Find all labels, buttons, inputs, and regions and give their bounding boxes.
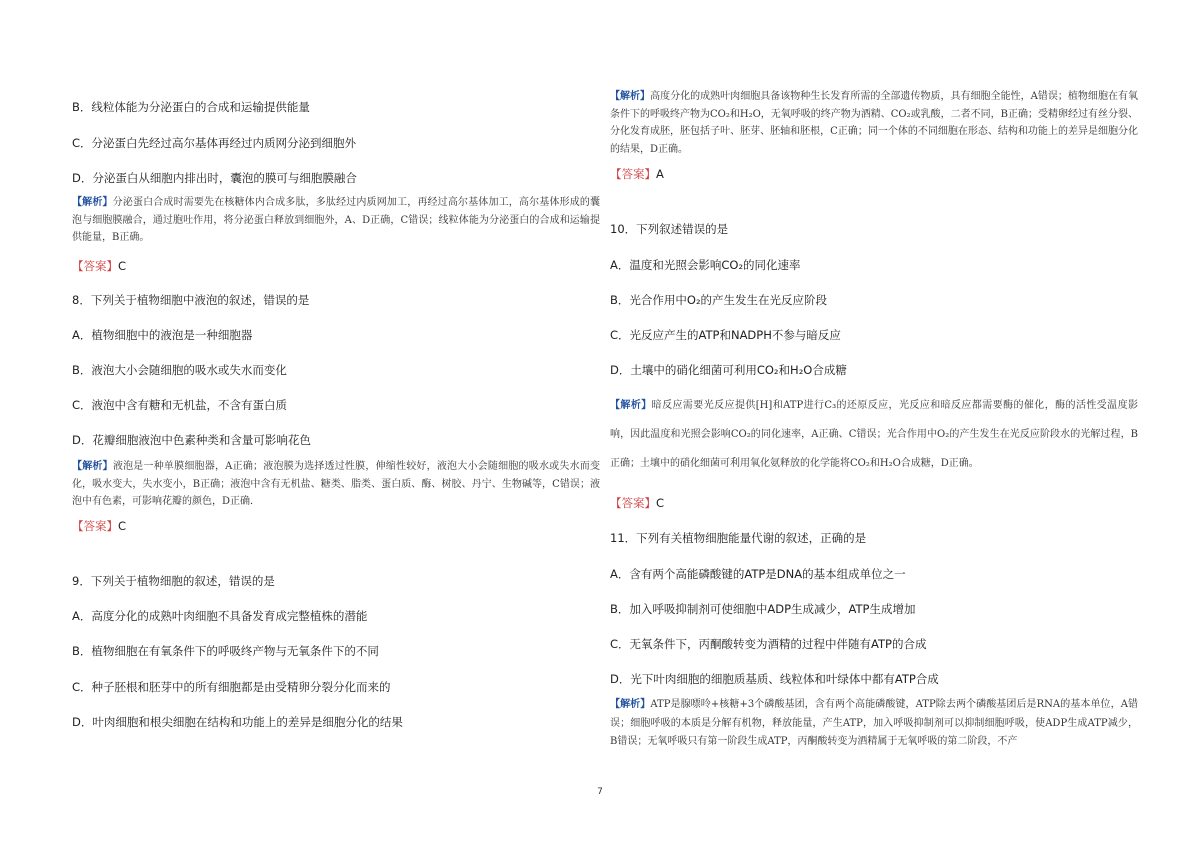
q11-option-d: D．光下叶肉细胞的细胞质基质、线粒体和叶绿体中都有ATP合成 (610, 672, 939, 686)
q9-option-d: D．叶肉细胞和根尖细胞在结构和功能上的差异是细胞分化的结果 (72, 715, 403, 729)
q9-option-a: A．高度分化的成熟叶肉细胞不具备发育成完整植株的潜能 (72, 609, 368, 623)
q6-explanation (72, 194, 600, 247)
q9-stem: 9．下列关于植物细胞的叙述，错误的是 (72, 574, 275, 588)
q11-option-a: A．含有两个高能磷酸键的ATP是DNA的基本组成单位之一 (610, 567, 906, 581)
q8-option-a: A．植物细胞中的液泡是一种细胞器 (72, 328, 253, 342)
q11-stem: 11．下列有关植物细胞能量代谢的叙述，正确的是 (610, 531, 867, 545)
q9-answer (610, 166, 664, 182)
q11-explanation (610, 696, 1138, 752)
explanation-text: 高度分化的成熟叶肉细胞具备该物种生长发育所需的全部遗传物质，具有细胞全能性，A错误；植物细胞在有氧条件下的呼吸终产物为CO₂和H₂O，无氧呼吸的终产物为酒精、CO₂或乳酸，二者不同，B正确；受精卵经过有丝分裂、分化发育成胚，胚包括子叶、胚芽、胚轴和胚根，C正确；同一个体的不同细胞在形态、结构和功能上的差异是细胞分化的结果，D正确。 (610, 91, 1138, 155)
q10-option-a: A．温度和光照会影响CO₂的同化速率 (610, 258, 801, 272)
answer-value: C (656, 496, 665, 510)
q8-answer (72, 518, 126, 534)
q6-option-c: C．分泌蛋白先经过高尔基体再经过内质网分泌到细胞外 (72, 136, 357, 150)
q11-option-b: B．加入呼吸抑制剂可使细胞中ADP生成减少，ATP生成增加 (610, 602, 916, 616)
q6-answer (72, 258, 126, 274)
explanation-tag: 【解析】 (610, 91, 651, 102)
q8-stem: 8．下列关于植物细胞中液泡的叙述，错误的是 (72, 293, 310, 307)
q9-explanation (610, 88, 1138, 158)
answer-tag: 【答案】 (610, 167, 656, 181)
q6-option-b: B．线粒体能为分泌蛋白的合成和运输提供能量 (72, 100, 310, 114)
q8-explanation (72, 458, 600, 511)
q9-option-b: B．植物细胞在有氧条件下的呼吸终产物与无氧条件下的不同 (72, 644, 379, 658)
answer-value: A (656, 167, 664, 181)
q10-option-c: C．光反应产生的ATP和NADPH不参与暗反应 (610, 328, 841, 342)
q10-explanation (610, 391, 1138, 478)
q6-option-d: D．分泌蛋白从细胞内排出时，囊泡的膜可与细胞膜融合 (72, 171, 357, 185)
q10-option-b: B．光合作用中O₂的产生发生在光反应阶段 (610, 293, 828, 307)
answer-value: C (118, 519, 127, 533)
explanation-text: 分泌蛋白合成时需要先在核糖体内合成多肽，多肽经过内质网加工，再经过高尔基体加工，高尔基体形成的囊泡与细胞膜融合，通过胞吐作用，将分泌蛋白释放到细胞外，A、D正确，C错误；线粒体能为分泌蛋白的合成和运输提供能量，B正确。 (72, 197, 601, 243)
answer-tag: 【答案】 (610, 496, 656, 510)
explanation-tag: 【解析】 (610, 699, 651, 710)
explanation-tag: 【解析】 (72, 197, 113, 208)
q9-option-c: C．种子胚根和胚芽中的所有细胞都是由受精卵分裂分化而来的 (72, 680, 391, 694)
answer-tag: 【答案】 (72, 259, 118, 273)
q11-option-c: C．无氧条件下，丙酮酸转变为酒精的过程中伴随有ATP的合成 (610, 637, 927, 651)
q8-option-c: C．液泡中含有糖和无机盐，不含有蛋白质 (72, 398, 288, 412)
explanation-text: 液泡是一种单膜细胞器，A正确；液泡膜为选择透过性膜，伸缩性较好，液泡大小会随细胞的吸水或失水而变化，吸水变大，失水变小，B正确；液泡中含有无机盐、糖类、脂类、蛋白质、酶、树胶、丹宁、生物碱等，C错误；液泡中有色素，可影响花瓣的颜色，D正确． (72, 461, 601, 507)
q10-option-d: D．土壤中的硝化细菌可利用CO₂和H₂O合成糖 (610, 363, 847, 377)
explanation-text: ATP是腺嘌呤+核糖+3个磷酸基团，含有两个高能磷酸键，ATP除去两个磷酸基团后是RNA的基本单位，A错误；细胞呼吸的本质是分解有机物，释放能量，产生ATP，加入呼吸抑制剂可以抑制细胞呼吸，使ADP生成ATP减少，B错误；无氧呼吸只有第一阶段生成ATP，丙酮酸转变为酒精属于无氧呼吸的第二阶段，不产 (610, 699, 1138, 747)
explanation-tag: 【解析】 (610, 400, 652, 411)
q8-option-b: B．液泡大小会随细胞的吸水或失水而变化 (72, 363, 287, 377)
q10-answer (610, 495, 664, 511)
explanation-text: 暗反应需要光反应提供[H]和ATP进行C₃的还原反应，光反应和暗反应都需要酶的催化，酶的活性受温度影响，因此温度和光照会影响CO₂的同化速率，A正确、C错误；光合作用中O₂的产生发生在光反应阶段水的光解过程，B正确；土壤中的硝化细菌可利用氧化氨释放的化学能将CO₂和H₂O合成糖，D正确。 (610, 400, 1139, 469)
page-number: 7 (597, 787, 603, 797)
answer-tag: 【答案】 (72, 519, 118, 533)
answer-value: C (118, 259, 127, 273)
q8-option-d: D．花瓣细胞液泡中色素种类和含量可影响花色 (72, 433, 311, 447)
q10-stem: 10．下列叙述错误的是 (610, 222, 729, 236)
explanation-tag: 【解析】 (72, 461, 113, 472)
